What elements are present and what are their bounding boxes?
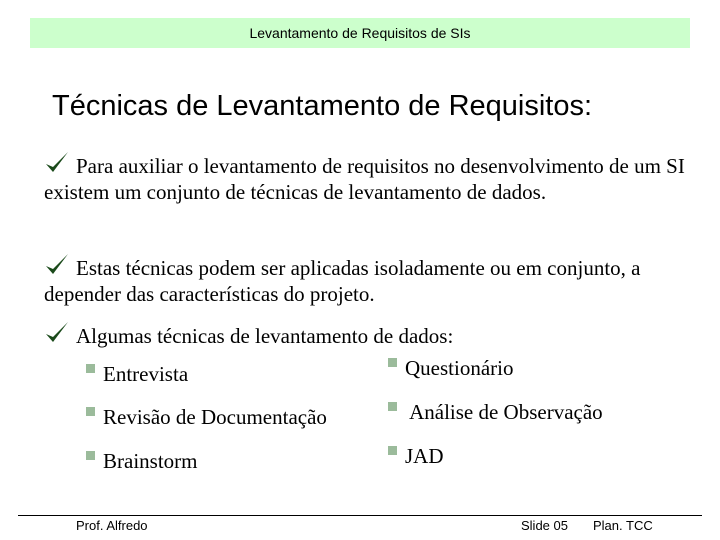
technique-label: Questionário [405,356,514,380]
square-bullet-icon [388,402,397,411]
technique-label: Entrevista [103,362,189,386]
technique-item [86,405,327,430]
checkmark-icon [44,320,70,346]
footer-divider [18,515,702,516]
footer-course: Plan. TCC [593,518,653,533]
square-bullet-icon [388,446,397,455]
footer-slide-number: Slide 05 [521,518,568,533]
bullet-3-text: Algumas técnicas de levantamento de dados: [76,324,454,348]
footer-author: Prof. Alfredo [76,518,148,533]
technique-item [388,444,444,469]
header-bar [30,18,690,48]
bullet-3 [44,320,694,349]
technique-label: JAD [405,444,444,468]
square-bullet-icon [86,407,95,416]
square-bullet-icon [86,364,95,373]
technique-item [86,362,188,387]
technique-item [388,400,603,425]
bullet-1 [44,150,694,205]
checkmark-icon [44,150,70,176]
technique-item [86,449,198,474]
header-text: Levantamento de Requisitos de SIs [249,25,471,41]
bullet-2-text: Estas técnicas podem ser aplicadas isoladamente ou em conjunto, a depender das características do projeto. [44,256,641,306]
bullet-1-text: Para auxiliar o levantamento de requisitos no desenvolvimento de um SI existem um conjunto de técnicas de levantamento de dados. [44,154,685,204]
technique-label: Brainstorm [103,449,198,473]
technique-item [388,356,513,381]
technique-label: Análise de Observação [405,400,603,424]
square-bullet-icon [388,358,397,367]
slide-title: Técnicas de Levantamento de Requisitos: [52,90,593,122]
square-bullet-icon [86,451,95,460]
checkmark-icon [44,252,70,278]
bullet-2 [44,252,694,307]
technique-label: Revisão de Documentação [103,405,327,429]
